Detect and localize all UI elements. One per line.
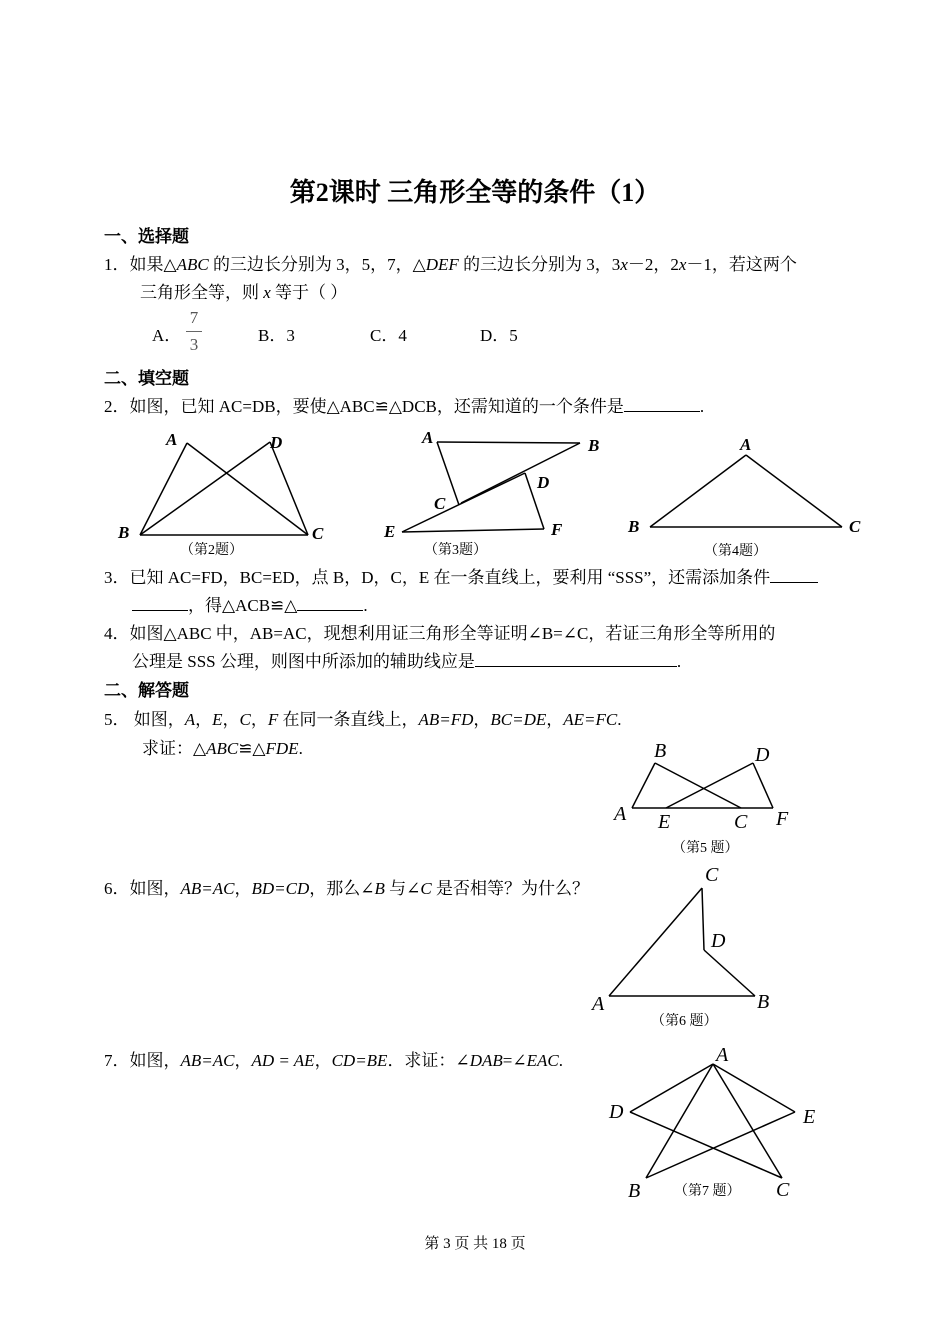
fig5-label-f: F bbox=[776, 808, 789, 830]
fig5-label-a: A bbox=[614, 803, 627, 825]
question-3-line-1: 3．已知 AC=FD，BC=ED，点 B，D，C，E 在一条直线上，要利用 “SSS”，还需添加条件 bbox=[104, 563, 818, 588]
question-3-line-2: ，得△ACB≌△ . bbox=[132, 591, 368, 616]
option-d: D．5 bbox=[480, 326, 518, 345]
fig7-label-e: E bbox=[803, 1106, 816, 1128]
question-5-line-1: 5． 如图，A，E，C，F 在同一条直线上，AB=FD，BC=DE，AE=FC. bbox=[104, 710, 622, 729]
answer-blank[interactable] bbox=[297, 596, 363, 611]
section-heading-fill: 二、填空题 bbox=[104, 369, 189, 388]
fig3-label-f: F bbox=[551, 520, 563, 539]
fig3-label-e: E bbox=[384, 522, 396, 541]
figure-3 bbox=[380, 425, 610, 560]
fig7-label-b: B bbox=[628, 1180, 641, 1202]
page-title: 第2课时 三角形全等的条件（1） bbox=[289, 178, 661, 207]
fig7-label-a: A bbox=[716, 1044, 729, 1066]
fig2-label-a: A bbox=[166, 430, 178, 449]
fig6-caption: （第6 题） bbox=[651, 1014, 718, 1029]
question-7: 7．如图，AB=AC，AD = AE，CD=BE．求证：∠DAB=∠EAC. bbox=[104, 1051, 563, 1070]
question-4-line-2: 公理是 SSS 公理，则图中所添加的辅助线应是 . bbox=[132, 652, 682, 671]
fig5-caption: （第5 题） bbox=[672, 841, 739, 856]
page-footer: 第 3 页 共 18 页 bbox=[424, 1236, 526, 1252]
question-4-line-1: 4．如图△ABC 中，AB=AC，现想利用证三角形全等证明∠B=∠C，若证三角形全等所用的 bbox=[104, 624, 776, 643]
figure-4 bbox=[620, 425, 870, 560]
fig4-caption: （第4题） bbox=[704, 544, 767, 559]
fig3-label-d: D bbox=[537, 473, 550, 492]
question-1-line-2: 三角形全等，则 x 等于（ ） bbox=[140, 283, 348, 302]
fig4-label-a: A bbox=[740, 435, 752, 454]
fig6-label-b: B bbox=[757, 991, 770, 1013]
answer-blank[interactable] bbox=[132, 596, 188, 611]
answer-blank[interactable] bbox=[770, 568, 818, 583]
answer-blank[interactable] bbox=[475, 652, 677, 667]
fig4-label-c: C bbox=[849, 517, 861, 536]
fig7-label-d: D bbox=[609, 1101, 624, 1123]
fig3-label-a: A bbox=[422, 428, 434, 447]
fig3-label-c: C bbox=[434, 494, 446, 513]
figure-5 bbox=[600, 735, 810, 860]
option-a-label: A． bbox=[152, 326, 182, 345]
section-heading-choice: 一、选择题 bbox=[104, 227, 189, 246]
fig2-label-d: D bbox=[270, 433, 283, 452]
question-1-line-1: 1．如果△ABC 的三边长分别为 3，5，7，△DEF 的三边长分别为 3，3x－2，2x－1，若这两个 bbox=[104, 255, 797, 274]
figure-2 bbox=[110, 425, 340, 560]
fig5-label-e: E bbox=[658, 811, 671, 833]
fig5-label-c: C bbox=[734, 811, 748, 833]
fig5-label-d: D bbox=[755, 744, 770, 766]
question-6: 6．如图，AB=AC，BD=CD，那么∠B 与∠C 是否相等？为什么？ bbox=[104, 879, 589, 898]
question-2: 2．如图，已知 AC=DB，要使△ABC≌△DCB，还需知道的一个条件是 . bbox=[104, 397, 705, 416]
section-heading-solve: 二、解答题 bbox=[104, 681, 189, 700]
option-a-fraction: 7 3 bbox=[186, 308, 202, 355]
fig5-label-b: B bbox=[654, 740, 667, 762]
fig4-label-b: B bbox=[628, 517, 640, 536]
fig3-label-b: B bbox=[588, 436, 600, 455]
option-c: C．4 bbox=[370, 326, 407, 345]
fig2-label-b: B bbox=[118, 523, 130, 542]
figure-6 bbox=[585, 858, 795, 1033]
fig6-label-a: A bbox=[592, 993, 605, 1015]
option-b: B．3 bbox=[258, 326, 295, 345]
fig2-label-c: C bbox=[312, 524, 324, 543]
figure-7 bbox=[600, 1040, 825, 1205]
fig6-label-c: C bbox=[705, 864, 719, 886]
fig7-label-c: C bbox=[776, 1179, 790, 1201]
question-5-line-2: 求证：△ABC≌△FDE. bbox=[142, 739, 303, 758]
answer-blank[interactable] bbox=[624, 397, 700, 412]
fig7-caption: （第7 题） bbox=[674, 1184, 741, 1199]
fig6-label-d: D bbox=[711, 930, 726, 952]
fig2-caption: （第2题） bbox=[180, 543, 243, 558]
fig3-caption: （第3题） bbox=[424, 543, 487, 558]
